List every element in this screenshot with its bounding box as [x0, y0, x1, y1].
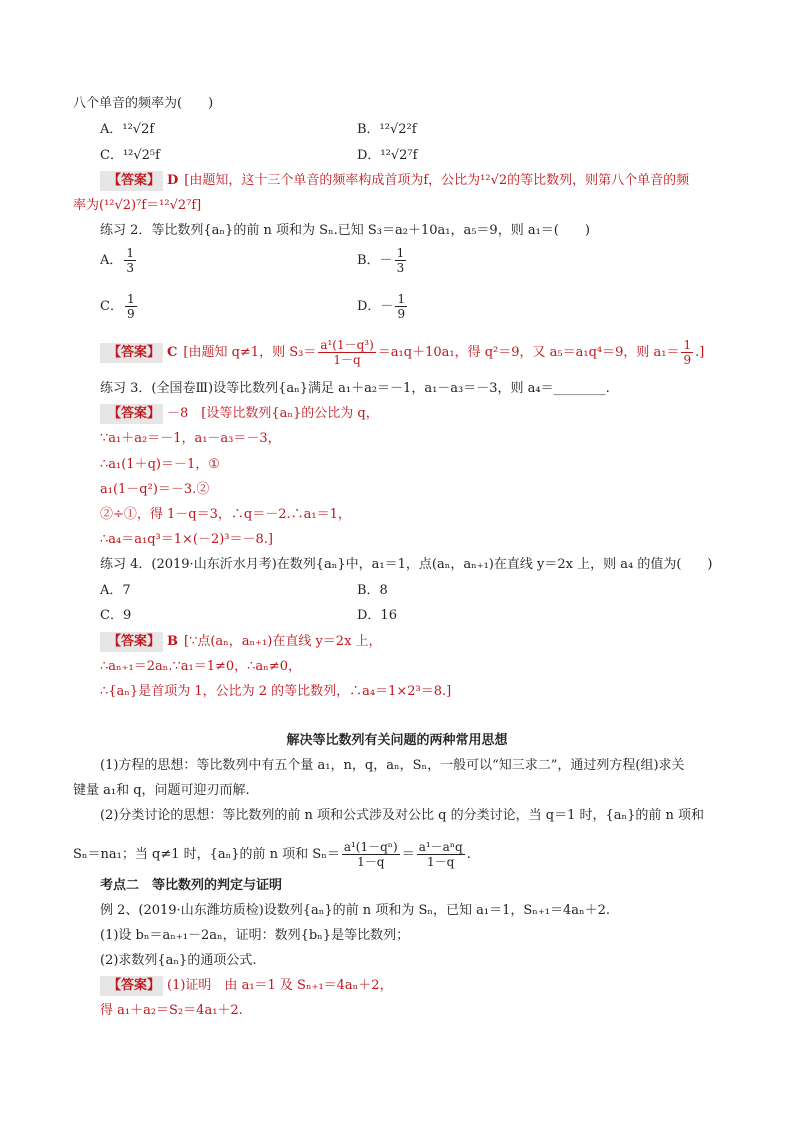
option-label: A． [100, 253, 123, 268]
answer-3-step: ∴a₁(1＋q)＝－1，① [100, 457, 220, 472]
answer-text: (1)证明 由 a₁＝1 及 Sₙ₊₁＝4aₙ＋2， [167, 978, 393, 993]
answer-5-step: 得 a₁＋a₂＝S₂＝4a₁＋2. [100, 1003, 243, 1018]
option-a: A．7 [100, 583, 131, 598]
fraction [342, 840, 400, 869]
fraction [125, 292, 137, 321]
answer-text: －8 [设等比数列{aₙ}的公比为 q， [167, 406, 379, 421]
option-d [357, 292, 409, 321]
option-c: C．9 [100, 608, 132, 623]
answer-letter: D [167, 173, 179, 188]
fraction [395, 292, 407, 321]
answer-3-step: ∵a₁＋a₂＝－1，a₁－a₃＝－3， [100, 431, 281, 446]
answer-label: 【答案】 [100, 343, 163, 363]
exercise-2: 练习 2．等比数列{aₙ}的前 n 项和为 Sₙ.已知 S₃＝a₂＋10a₁，a₅＝9，则 a₁＝( ) [100, 223, 590, 238]
option-d: D．¹²√2⁷f [357, 148, 418, 163]
denominator: 1－q [357, 855, 385, 869]
denominator: 3 [396, 261, 405, 275]
answer-label: 【答案】 [100, 976, 163, 996]
option-label: C． [100, 299, 123, 314]
answer-letter: B [167, 634, 179, 649]
fraction [124, 246, 136, 275]
answer-3-step: ②÷①，得 1－q＝3，∴q＝－2.∴a₁＝1， [100, 507, 351, 522]
numerator: a¹(1－qⁿ) [343, 840, 398, 854]
denominator: 9 [683, 353, 692, 367]
numerator: 1 [397, 292, 406, 306]
fraction [681, 338, 693, 367]
option-c: C．¹²√2⁵f [100, 148, 160, 163]
equals-sign: ＝ [401, 847, 415, 862]
option-a [100, 246, 138, 275]
method-2-cont [73, 840, 471, 869]
answer-2 [100, 338, 704, 367]
denominator: 9 [397, 307, 406, 321]
fraction [417, 840, 465, 869]
method-1: (1)方程的思想：等比数列中有五个量 a₁，n，q，aₙ，Sₙ，一般可以“知三求二”，通过列方程(组)求关 [100, 758, 685, 773]
answer-4-step: ∴aₙ₊₁＝2aₙ.∵a₁＝1≠0，∴aₙ≠0， [100, 659, 301, 674]
answer-3 [100, 404, 379, 424]
option-a: A．¹²√2f [100, 122, 155, 137]
option-c [100, 292, 139, 321]
numerator: a¹(1－q³) [320, 338, 374, 352]
answer-3-step: ∴a₄＝a₁q³＝1×(－2)³＝－8.] [100, 532, 273, 547]
option-label: B．－ [357, 253, 393, 268]
method-text: Sₙ＝na₁；当 q≠1 时，{aₙ}的前 n 项和 Sₙ＝ [73, 847, 340, 862]
answer-1-cont: 率为(¹²√2)⁷f＝¹²√2⁷f] [73, 198, 202, 213]
answer-1 [100, 171, 689, 191]
answer-4-step: ∴{aₙ}是首项为 1，公比为 2 的等比数列，∴a₄＝1×2³＝8.] [100, 684, 452, 699]
denominator: 9 [126, 307, 135, 321]
answer-text: [∵点(aₙ，aₙ₊₁)在直线 y＝2x 上， [184, 634, 382, 649]
denominator: 1－q [333, 353, 361, 367]
option-b: B．8 [357, 583, 388, 598]
example-2-part1: (1)设 bₙ＝aₙ₊₁－2aₙ，证明：数列{bₙ}是等比数列； [100, 928, 410, 943]
answer-text: [由题知 q≠1，则 S₃＝ [183, 345, 317, 360]
answer-label: 【答案】 [100, 632, 163, 652]
option-b: B．¹²√2²f [357, 122, 417, 137]
option-d: D．16 [357, 608, 397, 623]
numerator: a¹－aⁿq [418, 840, 463, 854]
section-heading: 解决等比数列有关问题的两种常用思想 [286, 733, 508, 748]
exercise-3: 练习 3．(全国卷Ⅲ)设等比数列{aₙ}满足 a₁＋a₂＝－1，a₁－a₃＝－3，则 a₄＝________. [100, 381, 610, 396]
option-b [357, 246, 408, 275]
answer-text: ＝a₁q＋10a₁，得 q²＝9，又 a₅＝a₁q⁴＝9，则 a₁＝ [377, 345, 680, 360]
answer-4 [100, 632, 382, 652]
method-text: . [466, 847, 471, 862]
example-2-part2: (2)求数列{aₙ}的通项公式. [100, 953, 257, 968]
exercise-4: 练习 4．(2019·山东沂水月考)在数列{aₙ}中，a₁＝1，点(aₙ，aₙ₊₁)在直线 y＝2x 上，则 a₄ 的值为( ) [100, 557, 713, 572]
denominator: 1－q [427, 855, 455, 869]
answer-3-step: a₁(1－q²)＝－3.② [100, 482, 210, 497]
method-1-cont: 键量 a₁和 q，问题可迎刃而解. [73, 783, 250, 798]
question-stem: 八个单音的频率为( ) [73, 96, 214, 111]
answer-5 [100, 976, 393, 996]
fraction [395, 246, 407, 275]
answer-label: 【答案】 [100, 404, 163, 424]
example-2: 例 2、(2019·山东潍坊质检)设数列{aₙ}的前 n 项和为 Sₙ，已知 a₁＝1，Sₙ₊₁＝4aₙ＋2. [100, 903, 610, 918]
numerator: 1 [126, 246, 135, 260]
numerator: 1 [396, 246, 405, 260]
answer-text: [由题知，这十三个单音的频率构成首项为f，公比为¹²√2的等比数列，则第八个单音的频 [184, 173, 690, 188]
answer-letter: C [167, 345, 178, 360]
numerator: 1 [126, 292, 135, 306]
fraction [318, 338, 375, 367]
numerator: 1 [683, 338, 692, 352]
answer-label: 【答案】 [100, 171, 163, 191]
answer-text: .] [695, 345, 705, 360]
method-2: (2)分类讨论的思想：等比数列的前 n 项和公式涉及对公比 q 的分类讨论，当 q＝1 时，{aₙ}的前 n 项和 [100, 808, 705, 823]
denominator: 3 [126, 261, 135, 275]
option-label: D．－ [357, 299, 394, 314]
section-title: 考点二 等比数列的判定与证明 [100, 878, 283, 893]
